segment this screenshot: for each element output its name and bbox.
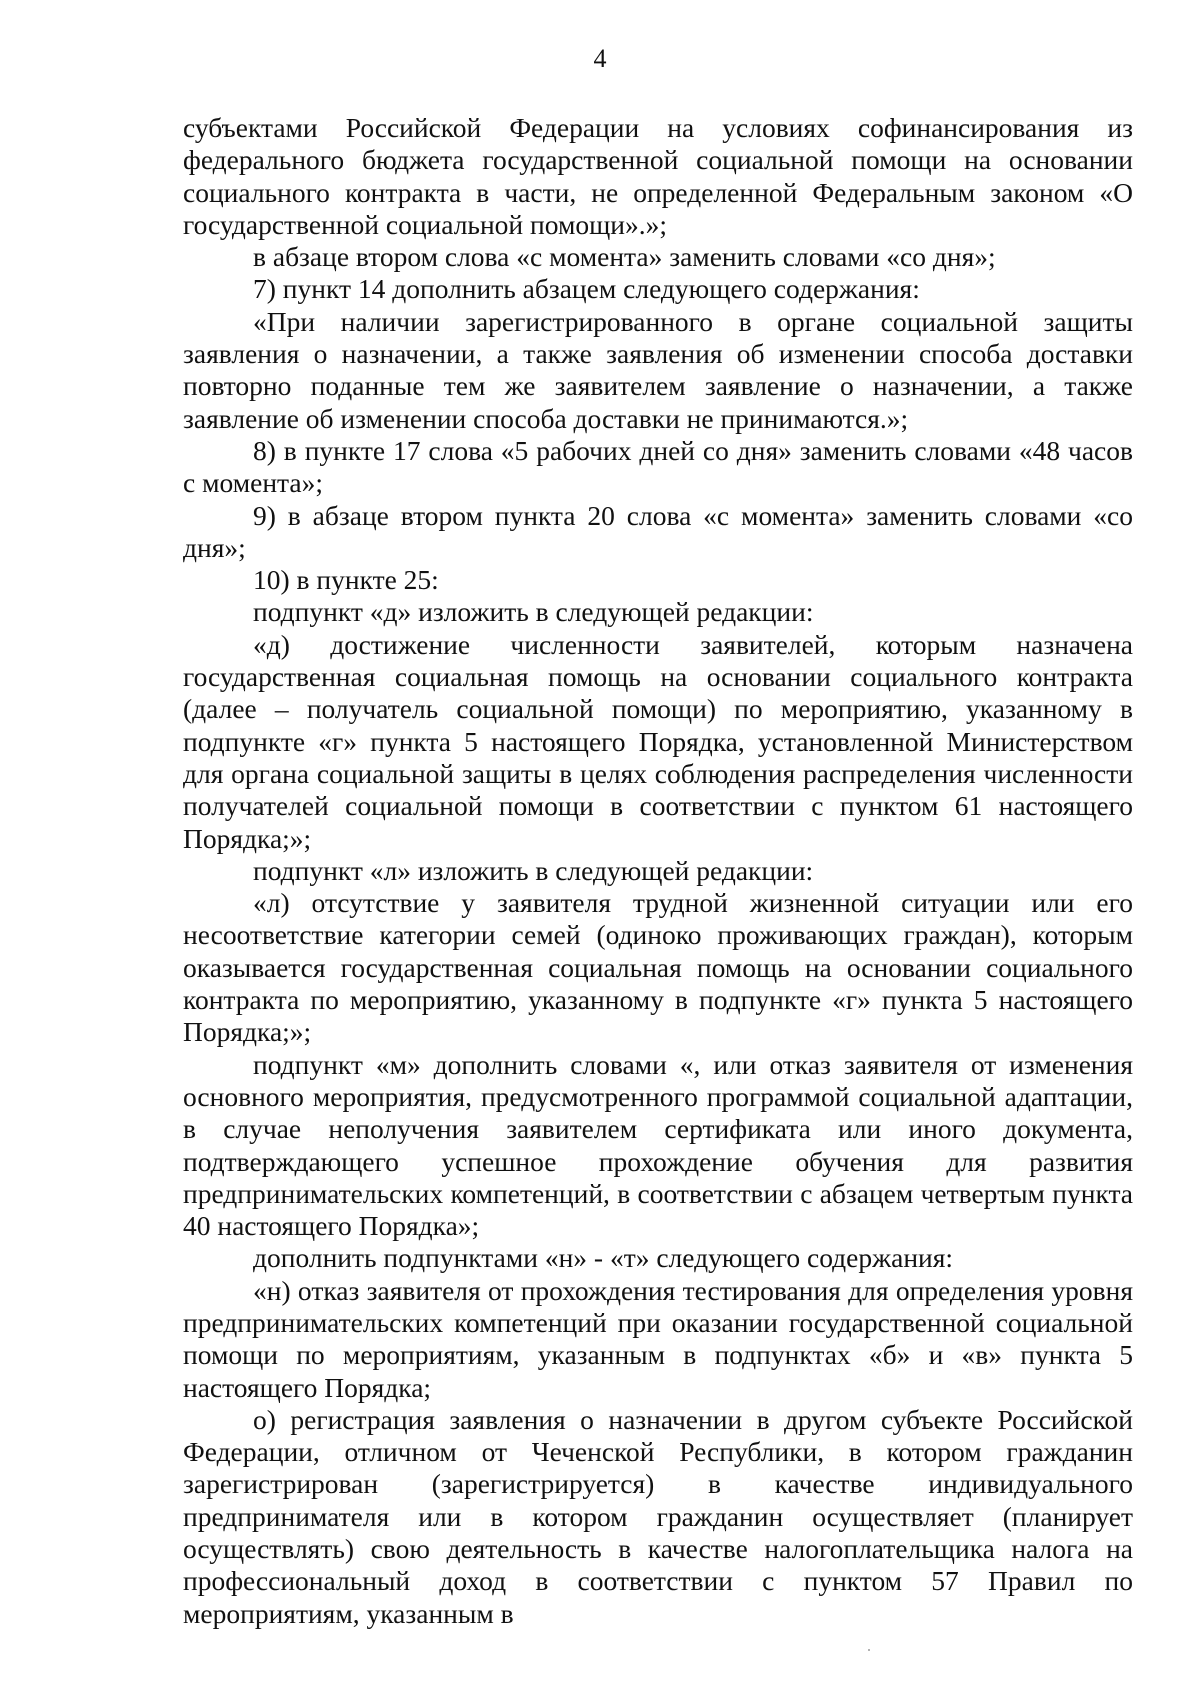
scan-artifact <box>868 1649 870 1651</box>
document-body <box>183 112 1133 1630</box>
paragraph: о) регистрация заявления о назначении в другом субъекте Российской Федерации, отличном от Чеченской Республики, в котором гражданин зарегистрирован (зарегистрируется) в качестве индивидуального предпринимателя или в котором гражданин осуществляет (планирует осуществлять) свою деятельность в качестве налогоплательщика налога на профессиональный доход в соответствии с пунктом 57 Правил по мероприятиям, указанным в <box>183 1403 1133 1629</box>
paragraph: подпункт «л» изложить в следующей редакции: <box>253 854 814 886</box>
paragraph: «При наличии зарегистрированного в органе социальной защиты заявления о назначении, а также заявления об изменении способа доставки повторно поданные тем же заявителем заявление о назначении, а также заявление об изменении способа доставки не принимаются.»; <box>183 305 1133 434</box>
paragraph: подпункт «м» дополнить словами «, или отказ заявителя от изменения основного мероприятия, предусмотренного программой социальной адаптации, в случае неполучения заявителем сертификата или иного документа, подтверждающего успешное прохождение обучения для развития предпринимательских компетенций, в соответствии с абзацем четвертым пункта 40 настоящего Порядка»; <box>183 1048 1133 1242</box>
paragraph: 8) в пункте 17 слова «5 рабочих дней со дня» заменить словами «48 часов с момента»; <box>183 434 1133 499</box>
paragraph: субъектами Российской Федерации на условиях софинансирования из федерального бюджета государственной социальной помощи на основании социального контракта в части, не определенной Федеральным законом «О государственной социальной помощи».»; <box>183 112 1133 240</box>
paragraph: «н) отказ заявителя от прохождения тестирования для определения уровня предпринимательских компетенций при оказании государственной социальной помощи по мероприятиям, указанным в подпунктах «б» и «в» пункта 5 настоящего Порядка; <box>183 1274 1133 1403</box>
paragraph: «л) отсутствие у заявителя трудной жизненной ситуации или его несоответствие категории семей (одиноко проживающих граждан), которым оказывается государственная социальная помощь на основании социального контракта по мероприятию, указанному в подпункте «г» пункта 5 настоящего Порядка;»; <box>183 887 1133 1048</box>
paragraph: подпункт «д» изложить в следующей редакции: <box>253 596 814 628</box>
paragraph: 10) в пункте 25: <box>253 564 439 596</box>
paragraph: 7) пункт 14 дополнить абзацем следующего содержания: <box>253 273 920 305</box>
paragraph: «д) достижение численности заявителей, которым назначена государственная социальная помощь на основании социального контракта (далее – получатель социальной помощи) по мероприятию, указанному в подпункте «г» пункта 5 настоящего Порядка, установленной Министерством для органа социальной защиты в целях соблюдения распределения численности получателей социальной помощи в соответствии с пунктом 61 настоящего Порядка;»; <box>183 628 1133 854</box>
paragraph: дополнить подпунктами «н» - «т» следующего содержания: <box>253 1242 954 1274</box>
paragraph: в абзаце втором слова «с момента» заменить словами «со дня»; <box>253 241 996 273</box>
paragraph: 9) в абзаце втором пункта 20 слова «с момента» заменить словами «со дня»; <box>183 499 1133 563</box>
page-number: 4 <box>593 44 607 73</box>
